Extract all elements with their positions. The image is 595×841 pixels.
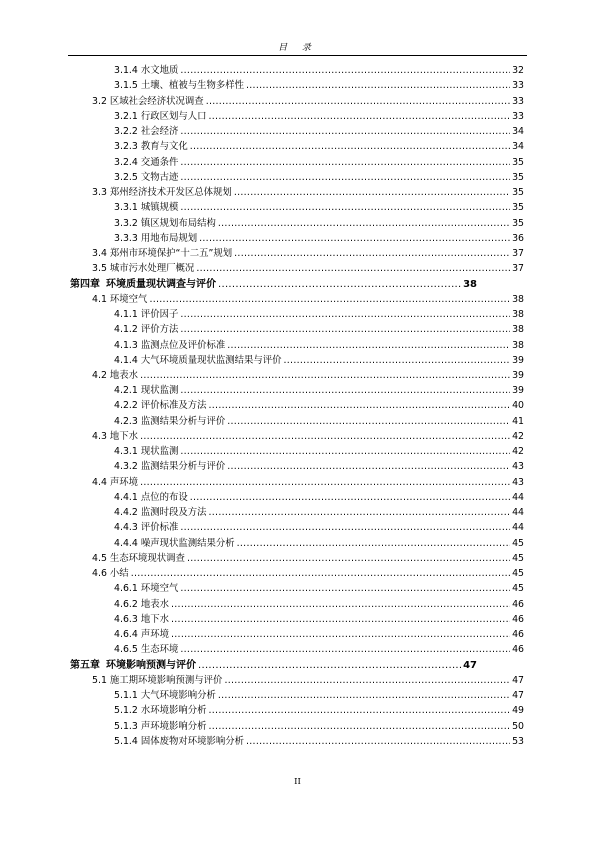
toc-dot-leader [140,477,510,489]
toc-entry-page: 50 [512,720,524,732]
toc-entry-number: 4.1.4 [114,354,138,366]
toc-entry-page: 45 [512,552,524,564]
toc-entry-title: 现状监测 [140,446,179,458]
toc-entry-page: 33 [512,95,524,107]
toc-dot-leader [209,400,511,412]
toc-entry-page: 35 [512,187,524,199]
toc-dot-leader [187,553,510,565]
toc-entry-page: 35 [512,202,524,214]
toc-entry[interactable] [114,641,524,656]
toc-entry-page: 38 [512,293,524,305]
toc-entry-title: 水文地质 [140,65,179,77]
toc-entry-number: 3.3 [92,187,107,199]
toc-entry-page: 36 [512,232,524,244]
toc-entry-title: 评价因子 [140,309,179,321]
toc-entry[interactable] [114,489,524,504]
toc-entry-title: 评价标准 [140,522,179,534]
toc-entry[interactable] [114,519,524,534]
toc-entry-page: 45 [512,537,524,549]
toc-dot-leader [180,385,510,397]
toc-chapter-entry[interactable] [70,275,477,290]
toc-entry-page: 47 [463,659,477,671]
toc-entry-title: 声环境 [140,629,169,641]
toc-entry-number: 5.1.1 [114,690,138,702]
toc-entry[interactable] [114,336,524,351]
toc-entry-number: 3.2.1 [114,110,138,122]
toc-entry-page: 46 [512,629,524,641]
toc-entry[interactable] [114,306,524,321]
toc-entry[interactable] [114,534,524,549]
toc-dot-leader [190,141,510,153]
toc-entry-number: 3.3.1 [114,202,138,214]
toc-entry-number: 4.3.2 [114,461,138,473]
toc-entry-title: 郑州市环境保护“十二五”规划 [109,248,233,260]
toc-entry-number: 4.6.4 [114,629,138,641]
toc-dot-leader [237,538,510,550]
toc-entry-page: 35 [512,217,524,229]
toc-entry-page: 38 [512,324,524,336]
toc-entry-page: 44 [512,522,524,534]
toc-entry-page: 38 [463,278,477,290]
toc-entry[interactable] [92,672,524,687]
toc-entry[interactable] [114,504,524,519]
toc-entry-page: 38 [512,339,524,351]
toc-entry-number: 4.1.2 [114,324,138,336]
toc-entry-title: 水环境影响分析 [140,705,207,717]
toc-dot-leader [180,309,510,321]
toc-entry[interactable] [92,184,524,199]
toc-dot-leader [234,187,510,199]
toc-entry[interactable] [92,565,524,580]
toc-entry[interactable] [92,367,524,382]
toc-entry-page: 45 [512,568,524,580]
toc-entry[interactable] [114,230,524,245]
toc-entry-number: 3.2.2 [114,126,138,138]
toc-entry-title: 教育与文化 [140,141,188,153]
toc-entry-title: 监测时段及方法 [140,507,207,519]
toc-entry-number: 4.5 [92,552,107,564]
toc-dot-leader [209,705,511,717]
toc-dot-leader [234,248,510,260]
toc-entry-page: 37 [512,263,524,275]
toc-dot-leader [171,629,510,641]
toc-entry-title: 监测结果分析与评价 [140,461,226,473]
toc-entry-page: 47 [512,674,524,686]
toc-dot-leader [227,340,510,352]
toc-entry-number: 4.6 [92,568,107,580]
toc-entry-number: 4.4.1 [114,491,138,503]
toc-entry-title: 环境空气 [140,583,179,595]
toc-entry-page: 38 [512,309,524,321]
toc-entry-page: 35 [512,156,524,168]
toc-entry-number: 3.2.5 [114,171,138,183]
toc-entry-number: 4.1 [92,293,107,305]
toc-entry-page: 49 [512,705,524,717]
toc-entry[interactable] [114,352,524,367]
toc-entry[interactable] [114,733,524,748]
toc-entry-title: 大气环境影响分析 [140,690,216,702]
toc-dot-leader [131,568,510,580]
page-number: II [294,777,301,787]
toc-entry[interactable] [114,108,524,123]
toc-entry[interactable] [114,169,524,184]
toc-entry-title: 环境空气 [109,293,148,305]
toc-entry[interactable] [114,687,524,702]
toc-entry-number: 4.6.3 [114,613,138,625]
toc-entry[interactable] [114,702,524,717]
page-header-title: 目 录 [278,43,317,53]
toc-entry-title: 施工期环境影响预测与评价 [109,674,223,686]
toc-entry-number: 4.3.1 [114,446,138,458]
toc-entry-title: 监测结果分析与评价 [140,415,226,427]
toc-entry-title: 生态环境 [140,644,179,656]
toc-entry-number: 第五章 [70,659,100,671]
toc-entry-number: 4.4.2 [114,507,138,519]
toc-entry-page: 46 [512,598,524,610]
toc-entry-number: 3.1.5 [114,80,138,92]
toc-dot-leader [227,461,510,473]
toc-dot-leader [180,522,510,534]
toc-entry-page: 39 [512,354,524,366]
toc-entry-number: 4.2.3 [114,415,138,427]
toc-entry-title: 行政区划与人口 [140,110,207,122]
toc-entry[interactable] [92,245,524,260]
toc-entry-page: 46 [512,644,524,656]
toc-entry-page: 35 [512,171,524,183]
toc-entry-page: 33 [512,80,524,92]
toc-entry-page: 42 [512,430,524,442]
toc-entry-title: 城市污水处理厂概况 [109,263,195,275]
toc-entry-page: 40 [512,400,524,412]
toc-entry-title: 用地布局规划 [140,232,198,244]
toc-entry-number: 第四章 [70,278,100,290]
toc-entry-page: 44 [512,491,524,503]
toc-dot-leader [180,583,510,595]
toc-entry-page: 47 [512,690,524,702]
toc-entry-title: 地表水 [140,598,169,610]
toc-entry-number: 4.2.2 [114,400,138,412]
toc-entry[interactable] [114,397,524,412]
toc-entry[interactable] [114,382,524,397]
toc-entry-title: 评价方法 [140,324,179,336]
toc-dot-leader [218,690,510,702]
toc-entry-page: 43 [512,476,524,488]
toc-entry-title: 大气环境质量现状监测结果与评价 [140,354,282,366]
toc-entry[interactable] [92,473,524,488]
toc-dot-leader [198,660,461,672]
toc-entry-number: 4.6.2 [114,598,138,610]
toc-entry[interactable] [92,92,524,107]
toc-entry-number: 3.3.2 [114,217,138,229]
toc-dot-leader [224,675,510,687]
toc-entry-title: 郑州经济技术开发区总体规划 [109,187,232,199]
toc-dot-leader [180,202,510,214]
toc-entry-number: 4.1.1 [114,309,138,321]
toc-entry-number: 4.4.3 [114,522,138,534]
toc-entry-number: 3.3.3 [114,232,138,244]
toc-entry-page: 39 [512,385,524,397]
toc-entry-number: 3.2.4 [114,156,138,168]
toc-entry[interactable] [114,153,524,168]
toc-entry-number: 4.6.5 [114,644,138,656]
toc-dot-leader [218,279,461,291]
toc-entry-page: 46 [512,613,524,625]
toc-entry-number: 4.2.1 [114,385,138,397]
toc-entry-title: 交通条件 [140,156,179,168]
toc-entry-number: 5.1 [92,674,107,686]
toc-entry-title: 地表水 [109,369,139,381]
toc-entry-number: 4.2 [92,369,107,381]
toc-entry-title: 镇区规划布局结构 [140,217,216,229]
toc-entry[interactable] [114,413,524,428]
toc-dot-leader [149,294,510,306]
toc-entry-number: 5.1.4 [114,735,138,747]
toc-entry-number: 5.1.2 [114,705,138,717]
toc-entry[interactable] [114,321,524,336]
toc-dot-leader [180,172,510,184]
toc-entry[interactable] [114,595,524,610]
toc-entry[interactable] [114,62,524,77]
toc-dot-leader [180,644,510,656]
toc-entry-page: 45 [512,583,524,595]
toc-dot-leader [140,431,510,443]
toc-entry-number: 3.5 [92,263,107,275]
toc-entry[interactable] [114,77,524,92]
toc-entry[interactable] [114,199,524,214]
toc-entry-title: 声环境影响分析 [140,720,207,732]
toc-entry-title: 生态环境现状调查 [109,552,185,564]
toc-dot-leader [180,126,510,138]
toc-entry-number: 4.4 [92,476,107,488]
toc-dot-leader [140,370,510,382]
toc-entry-title: 现状监测 [140,385,179,397]
toc-dot-leader [209,507,511,519]
toc-dot-leader [180,157,510,169]
toc-entry-title: 社会经济 [140,126,179,138]
toc-entry-page: 39 [512,369,524,381]
toc-entry[interactable] [92,291,524,306]
toc-entry[interactable] [92,260,524,275]
toc-dot-leader [209,721,511,733]
toc-dot-leader [227,416,510,428]
toc-entry-title: 点位的布设 [140,491,188,503]
toc-entry-number: 3.1.4 [114,65,138,77]
toc-entry-page: 32 [512,65,524,77]
toc-entry[interactable] [114,717,524,732]
toc-entry[interactable] [114,214,524,229]
toc-entry-title: 地下水 [140,613,169,625]
toc-entry-number: 4.3 [92,430,107,442]
toc-entry-page: 43 [512,461,524,473]
toc-dot-leader [171,599,510,611]
toc-entry-title: 地下水 [109,430,139,442]
toc-entry-number: 4.4.4 [114,537,138,549]
toc-entry-title: 环境质量现状调查与评价 [106,278,216,290]
toc-entry[interactable] [114,443,524,458]
toc-entry[interactable] [114,580,524,595]
toc-entry-title: 噪声现状监测结果分析 [140,537,235,549]
toc-dot-leader [180,324,510,336]
toc-entry[interactable] [114,123,524,138]
toc-dot-leader [180,446,510,458]
toc-dot-leader [206,96,510,108]
toc-entry-page: 53 [512,735,524,747]
toc-entry-title: 土壤、植被与生物多样性 [140,80,244,92]
toc-dot-leader [171,614,510,626]
header-divider [68,55,527,56]
toc-dot-leader [209,111,511,123]
toc-entry[interactable] [114,458,524,473]
toc-dot-leader [196,263,510,275]
toc-dot-leader [246,736,510,748]
toc-entry-title: 监测点位及评价标准 [140,339,226,351]
toc-entry[interactable] [114,626,524,641]
toc-entry-title: 小结 [109,568,129,580]
toc-dot-leader [180,65,510,77]
toc-entry-title: 声环境 [109,476,139,488]
toc-entry-number: 3.4 [92,248,107,260]
toc-entry[interactable] [92,550,524,565]
toc-entry[interactable] [92,428,524,443]
toc-entry-title: 城镇规模 [140,202,179,214]
toc-chapter-entry[interactable] [70,656,477,671]
toc-dot-leader [284,355,511,367]
toc-entry-page: 44 [512,507,524,519]
toc-dot-leader [218,218,510,230]
toc-entry-page: 33 [512,110,524,122]
toc-entry[interactable] [114,138,524,153]
toc-entry-page: 34 [512,141,524,153]
toc-entry-title: 评价标准及方法 [140,400,207,412]
toc-entry-number: 4.6.1 [114,583,138,595]
toc-entry-title: 文物古迹 [140,171,179,183]
toc-dot-leader [199,233,510,245]
toc-entry-number: 4.1.3 [114,339,138,351]
toc-entry-number: 3.2 [92,95,107,107]
toc-entry-number: 5.1.3 [114,720,138,732]
toc-entry-title: 环境影响预测与评价 [106,659,196,671]
toc-entry-page: 42 [512,446,524,458]
toc-entry-page: 34 [512,126,524,138]
toc-entry-number: 3.2.3 [114,141,138,153]
toc-entry-title: 区域社会经济状况调查 [109,95,204,107]
toc-entry-page: 37 [512,248,524,260]
toc-entry[interactable] [114,611,524,626]
toc-dot-leader [190,492,510,504]
toc-entry-page: 41 [512,415,524,427]
toc-entry-title: 固体废物对环境影响分析 [140,735,244,747]
toc-dot-leader [246,80,510,92]
